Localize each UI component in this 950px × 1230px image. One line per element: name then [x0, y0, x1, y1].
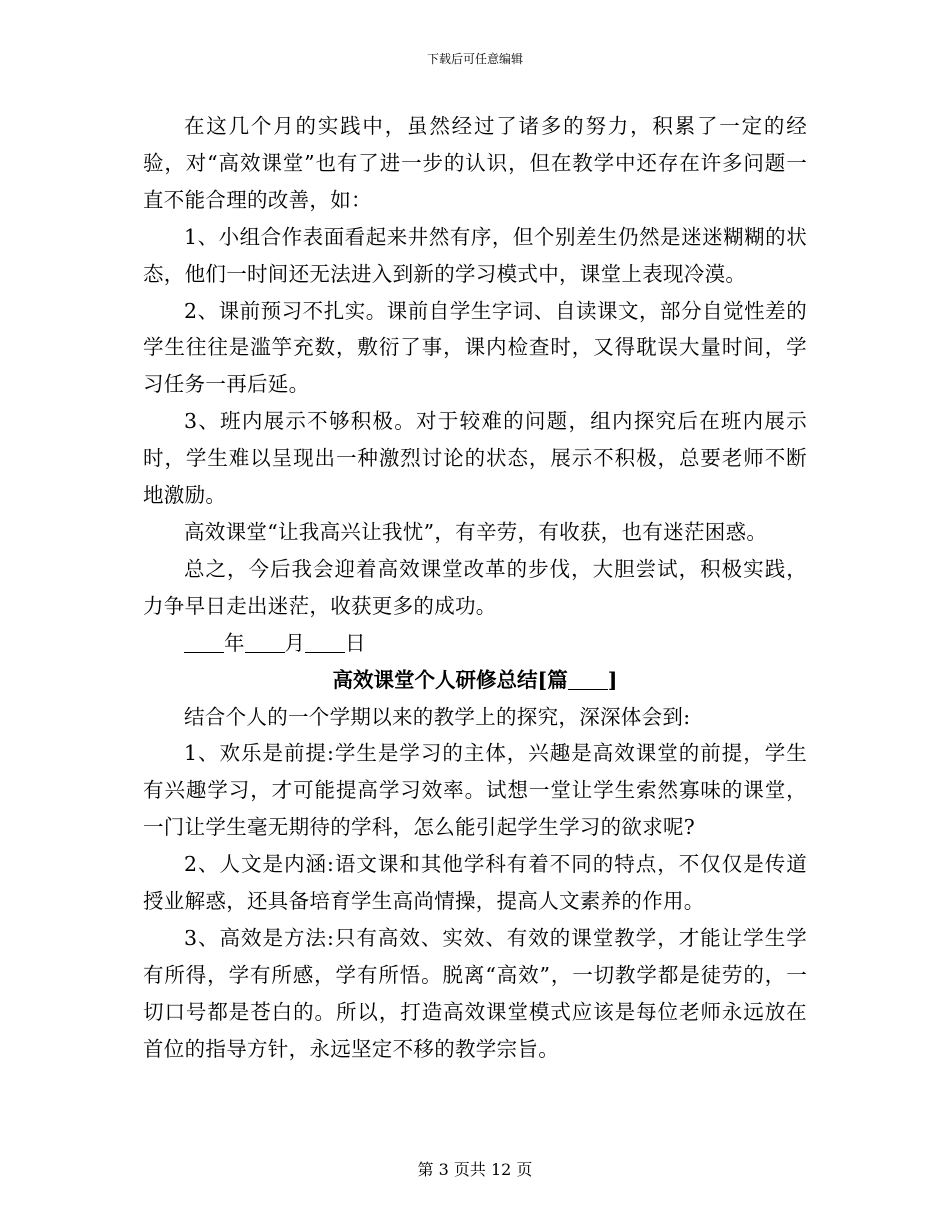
- paragraph: 1、小组合作表面看起来井然有序，但个别差生仍然是迷迷糊糊的状态，他们一时间还无法进入到新的学习模式中，课堂上表现冷漠。: [143, 224, 807, 286]
- paragraph: 2、课前预习不扎实。课前自学生字词、自读课文，部分自觉性差的学生往往是滥竽充数，敷衍了事，课内检查时，又得耽误大量时间，学习任务一再后延。: [143, 298, 807, 397]
- section-title: [143, 662, 807, 699]
- paragraph: 高效课堂“让我高兴让我忧”，有辛劳，有收获，也有迷茫困惑。: [184, 519, 768, 544]
- page-footer: 第 3 页共 12 页: [417, 1160, 533, 1179]
- blank-line: [245, 631, 285, 653]
- paragraph: 总之，今后我会迎着高效课堂改革的步伐，大胆尝试，积极实践，力争早日走出迷茫，收获更多的成功。: [143, 556, 807, 618]
- paragraph: 3、班内展示不够积极。对于较难的问题，组内探究后在班内展示时，学生难以呈现出一种激烈讨论的状态，展示不积极，总要老师不断地激励。: [143, 409, 807, 508]
- document-body: [143, 108, 807, 1068]
- date-month: 月: [284, 630, 305, 655]
- paragraph: 在这几个月的实践中，虽然经过了诸多的努力，积累了一定的经验，对“高效课堂”也有了进一步的认识，但在教学中还存在许多问题一直不能合理的改善，如：: [143, 114, 807, 212]
- section-title-bracket: ]: [607, 667, 618, 692]
- paragraph: 2、人文是内涵:语文课和其他学科有着不同的特点，不仅仅是传道授业解惑，还具备培育学生高尚情操，提高人文素养的作用。: [143, 852, 807, 914]
- blank-line: [568, 668, 608, 690]
- paragraph: 3、高效是方法:只有高效、实效、有效的课堂教学，才能让学生学有所得，学有所感，学有所悟。脱离“高效”，一切教学都是徒劳的，一切口号都是苍白的。所以，打造高效课堂模式应该是每位老师永远放在首位的指导方针，永远坚定不移的教学宗旨。: [143, 925, 807, 1061]
- section-title-text: 高效课堂个人研修总结[篇: [332, 667, 568, 692]
- blank-line: [305, 631, 345, 653]
- paragraph: 结合个人的一个学期以来的教学上的探究，深深体会到:: [184, 704, 691, 729]
- blank-line: [184, 631, 224, 653]
- page-header: 下载后可任意编辑: [426, 52, 523, 66]
- date-year: 年: [224, 630, 245, 655]
- date-line: [143, 625, 807, 662]
- paragraph: 1、欢乐是前提:学生是学习的主体，兴趣是高效课堂的前提，学生有兴趣学习，才可能提高学习效率。试想一堂让学生索然寡味的课堂，一门让学生毫无期待的学科，怎么能引起学生学习的欲求呢?: [143, 741, 807, 840]
- date-day: 日: [345, 630, 366, 655]
